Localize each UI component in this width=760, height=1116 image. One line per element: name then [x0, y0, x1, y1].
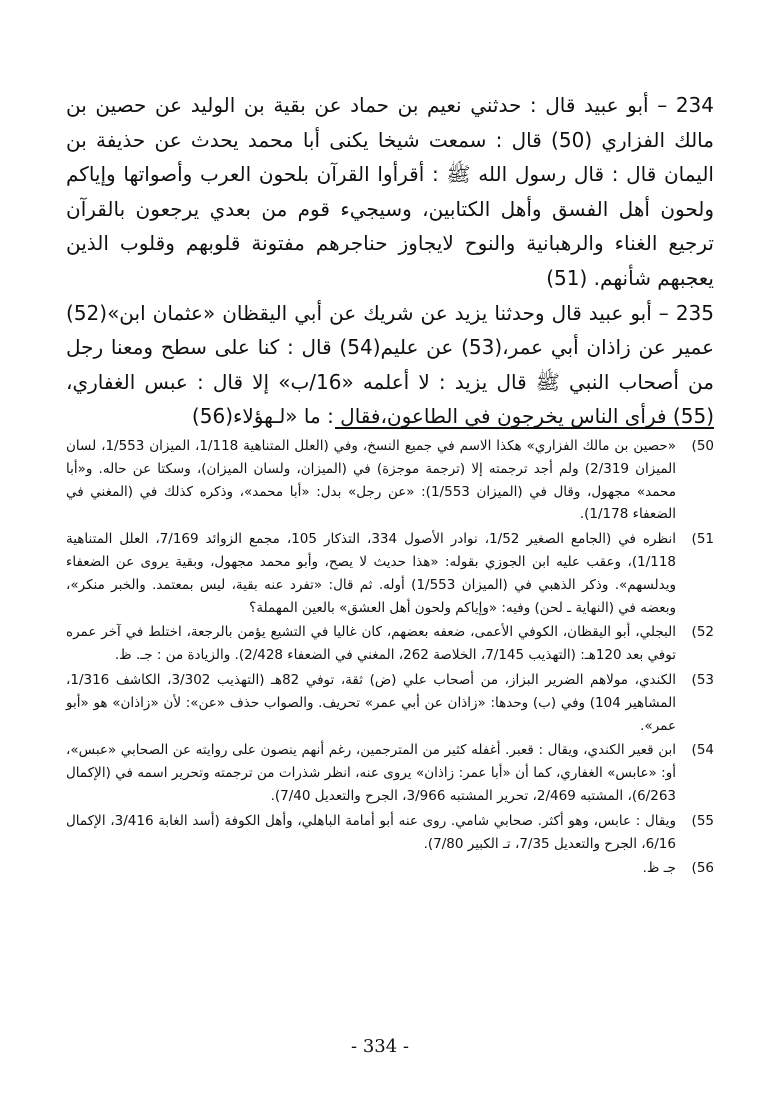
footnote-number: 56) — [691, 860, 714, 877]
footnote-52 — [66, 621, 714, 667]
footnote-56 — [66, 857, 714, 880]
footnote-text: ويقال : عابس، وهو أكثر. صحابي شامي. روى عنه أبو أمامة الباهلي، وأهل الكوفة (أسد الغابة 3/416، الإكمال 6/16، الجرح والتعديل 7/35، تـ الكبير 7/80). — [66, 812, 676, 852]
main-text — [66, 88, 714, 434]
footnote-number: 52) — [691, 624, 714, 641]
footnote-text: البجلي، أبو اليقظان، الكوفي الأعمى، ضعفه بعضهم، كان غاليا في التشيع يؤمن بالرجعة، اختلط في آخر عمره توفي بعد 120هـ: (التهذيب 7/145، الخلاصة 262، المغني في الضعفاء 2/428). والزيادة من : جـ. ظ. — [66, 624, 676, 664]
hadith-paragraph-234: 234 – أبو عبيد قال : حدثني نعيم بن حماد عن بقية بن الوليد عن حصين بن مالك الفزاري (50) قال : سمعت شيخا يكنى أبا محمد يحدث عن حذيفة بن اليمان قال : قال رسول الله ﷺ : أقرأوا القرآن بلحون العرب وأصواتها وإياكم ولحون أهل الفسق وأهل الكتابين، وسيجيء قوم من بعدي يرجعون بالقرآن ترجيع الغناء والرهبانية والنوح لايجاوز حناجرهم مفتونة قلوبهم وقلوب الذين يعجبهم شأنهم. (51) — [66, 93, 714, 290]
footnote-51 — [66, 528, 714, 619]
footnote-number: 54) — [691, 742, 714, 759]
footnote-text: «حصين بن مالك الفزاري» هكذا الاسم في جميع النسخ، وفي (العلل المتناهية 1/118، الميزان 1/553، لسان الميزان 2/319) ولم أجد ترجمته إلا (ترجمة موجزة) في (الميزان، ولسان الميزان)، وسكتا عن حاله. و«أبا محمد» مجهول، وقال في (الميزان 1/553): «عن رجل» بدل: «أبا محمد»، وذكره كذلك في (المغني في الضعفاء 1/178). — [66, 438, 677, 523]
footnote-number: 55) — [691, 812, 714, 829]
hadith-paragraph-235: 235 – أبو عبيد قال وحدثنا يزيد عن شريك عن أبي اليقظان «عثمان ابن»(52) عمير عن زاذان أبي عمر،(53) عن عليم(54) قال : كنا على سطح ومعنا رجل من أصحاب النبي ﷺ قال يزيد : لا أعلمه «16/ب» إلا قال : عبس الغفاري،(55) فرأى الناس يخرجون في الطاعون،فقال : ما «لـهؤلاء(56) — [66, 300, 714, 429]
footnote-text: الكندي، مولاهم الضرير البزاز، من أصحاب علي (ض) ثقة، توفي 82هـ (التهذيب 3/302، الكاشف 1/316، المشاهير 104) وفي (ب) وحدها: «زاذان عن أبي عمر» تحريف. والصواب حذف «عن»: لأن «زاذان» هو «أبو عمر». — [66, 671, 676, 734]
footnote-number: 53) — [691, 671, 714, 688]
footnote-50 — [66, 435, 714, 526]
footnote-number: 50) — [691, 438, 714, 454]
page-number: - 334 - — [351, 1036, 409, 1057]
footnote-text: ابن قعير الكندي، ويقال : قعبر. أغفله كثير من المترجمين، رغم أنهم ينصون على روايته عن الصحابي «عبس»، أو: «عابس» الغفاري، كما أن «أبا عمر: زاذان» يروى عنه، انظر شذرات من ترجمته وتحرير اسمه في (الإكمال 6/263)، المشتبه 2/469، تحرير المشتبه 3/966، الجرح والتعديل 7/40). — [66, 742, 676, 804]
footnote-separator — [335, 427, 714, 429]
footnote-text: جـ ظ. — [642, 860, 676, 877]
footnote-53 — [66, 669, 714, 737]
footnote-text: انظره في (الجامع الصغير 1/52، نوادر الأصول 334، التذكار 105، مجمع الزوائد 7/169، العلل المتناهية 1/118)، وعقب عليه ابن الجوزي بقوله: «هذا حديث لا يصح، وأبو محمد مجهول، وبقية يروى عن الضعفاء ويدلسهم». وذكر الذهبي في (الميزان 1/553) أوله. ثم قال: «تفرد عنه بقية، ليس بمعتمد. والخبر منكر»، وبعضه في (النهاية ـ لحن) وفيه: «وإياكم ولحون أهل العشق» بالعين المهملة؟ — [66, 531, 676, 616]
footnote-number: 51) — [691, 531, 714, 548]
footnote-54 — [66, 739, 714, 807]
footnote-55 — [66, 810, 714, 856]
footnotes — [66, 435, 714, 882]
